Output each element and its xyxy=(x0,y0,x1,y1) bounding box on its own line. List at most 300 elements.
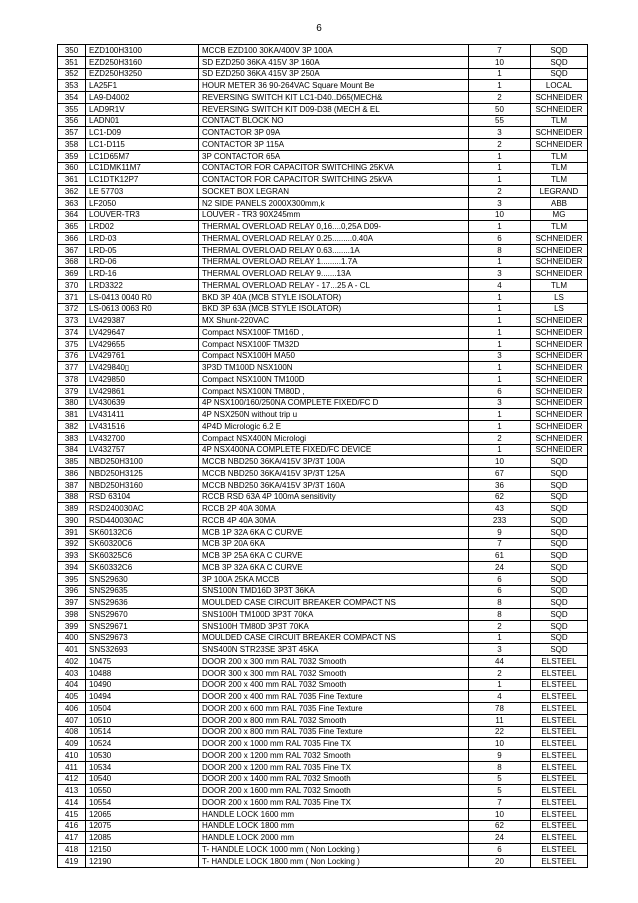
brand-cell: SQD xyxy=(531,56,588,68)
description-cell: Compact NSX100N TM100D xyxy=(199,374,469,386)
quantity-cell: 67 xyxy=(469,468,531,480)
brand-cell: SCHNEIDER xyxy=(531,327,588,339)
description-cell: DOOR 200 x 300 mm RAL 7032 Smooth xyxy=(199,656,469,668)
table-row xyxy=(58,150,588,162)
table-row xyxy=(58,374,588,386)
description-cell: MCCB EZD100 30KA/400V 3P 100A xyxy=(199,45,469,57)
table-row xyxy=(58,385,588,397)
quantity-cell: 3 xyxy=(469,397,531,409)
table-row xyxy=(58,68,588,80)
inventory-table xyxy=(57,44,588,868)
row-number-cell: 394 xyxy=(58,562,86,574)
table-row xyxy=(58,479,588,491)
description-cell: SD EZD250 36KA 415V 3P 250A xyxy=(199,68,469,80)
brand-cell: SCHNEIDER xyxy=(531,244,588,256)
row-number-cell: 411 xyxy=(58,761,86,773)
row-number-cell: 400 xyxy=(58,632,86,644)
quantity-cell: 233 xyxy=(469,515,531,527)
item-code-cell: LC1DTK12P7 xyxy=(86,174,199,186)
table-row xyxy=(58,186,588,198)
row-number-cell: 359 xyxy=(58,150,86,162)
row-number-cell: 377 xyxy=(58,362,86,374)
row-number-cell: 353 xyxy=(58,80,86,92)
item-code-cell: LRD02 xyxy=(86,221,199,233)
row-number-cell: 360 xyxy=(58,162,86,174)
quantity-cell: 55 xyxy=(469,115,531,127)
description-cell: Compact NSX100H MA50 xyxy=(199,350,469,362)
quantity-cell: 1 xyxy=(469,338,531,350)
table-row xyxy=(58,773,588,785)
brand-cell: ELSTEEL xyxy=(531,714,588,726)
item-code-cell: 10494 xyxy=(86,691,199,703)
item-code-cell: SNS29670 xyxy=(86,609,199,621)
brand-cell: ELSTEEL xyxy=(531,691,588,703)
description-cell: MOULDED CASE CIRCUIT BREAKER COMPACT NS xyxy=(199,632,469,644)
item-code-cell: EZD250H3160 xyxy=(86,56,199,68)
table-row xyxy=(58,221,588,233)
brand-cell: SCHNEIDER xyxy=(531,409,588,421)
item-code-cell: LV431411 xyxy=(86,409,199,421)
row-number-cell: 356 xyxy=(58,115,86,127)
table-row xyxy=(58,327,588,339)
row-number-cell: 409 xyxy=(58,738,86,750)
brand-cell: SQD xyxy=(531,573,588,585)
item-code-cell: LV431516 xyxy=(86,421,199,433)
description-cell: MCB 3P 20A 6KA xyxy=(199,538,469,550)
table-row xyxy=(58,538,588,550)
description-cell: SNS100N TMD16D 3P3T 36KA xyxy=(199,585,469,597)
item-code-cell: LRD-16 xyxy=(86,268,199,280)
quantity-cell: 10 xyxy=(469,808,531,820)
description-cell: 4P NSX250N without trip u xyxy=(199,409,469,421)
quantity-cell: 1 xyxy=(469,256,531,268)
item-code-cell: LAD9R1V xyxy=(86,103,199,115)
description-cell: DOOR 200 x 1400 mm RAL 7032 Smooth xyxy=(199,773,469,785)
item-code-cell: NBD250H3160 xyxy=(86,479,199,491)
quantity-cell: 24 xyxy=(469,562,531,574)
table-row xyxy=(58,92,588,104)
row-number-cell: 389 xyxy=(58,503,86,515)
row-number-cell: 385 xyxy=(58,456,86,468)
brand-cell: SQD xyxy=(531,491,588,503)
table-row xyxy=(58,609,588,621)
row-number-cell: 408 xyxy=(58,726,86,738)
item-code-cell: 10534 xyxy=(86,761,199,773)
table-row xyxy=(58,820,588,832)
quantity-cell: 10 xyxy=(469,56,531,68)
quantity-cell: 9 xyxy=(469,750,531,762)
item-code-cell: LS-0613 0063 R0 xyxy=(86,303,199,315)
brand-cell: SCHNEIDER xyxy=(531,92,588,104)
description-cell: RCCB 2P 40A 30MA xyxy=(199,503,469,515)
table-row xyxy=(58,244,588,256)
quantity-cell: 2 xyxy=(469,432,531,444)
row-number-cell: 381 xyxy=(58,409,86,421)
description-cell: SOCKET BOX LEGRAN xyxy=(199,186,469,198)
description-cell: RCCB 4P 40A 30MA xyxy=(199,515,469,527)
row-number-cell: 364 xyxy=(58,209,86,221)
row-number-cell: 376 xyxy=(58,350,86,362)
row-number-cell: 416 xyxy=(58,820,86,832)
description-cell: SD EZD250 36KA 415V 3P 160A xyxy=(199,56,469,68)
quantity-cell: 5 xyxy=(469,785,531,797)
description-cell: BKD 3P 63A (MCB STYLE ISOLATOR) xyxy=(199,303,469,315)
table-row xyxy=(58,362,588,374)
row-number-cell: 369 xyxy=(58,268,86,280)
brand-cell: SQD xyxy=(531,632,588,644)
description-cell: 4P NSX100/160/250NA COMPLETE FIXED/FC D xyxy=(199,397,469,409)
table-row xyxy=(58,726,588,738)
brand-cell: SCHNEIDER xyxy=(531,362,588,374)
row-number-cell: 397 xyxy=(58,597,86,609)
item-code-cell: 10475 xyxy=(86,656,199,668)
description-cell: DOOR 300 x 300 mm RAL 7032 Smooth xyxy=(199,667,469,679)
description-cell: THERMAL OVERLOAD RELAY 1.........1.7A xyxy=(199,256,469,268)
description-cell: MX Shunt-220VAC xyxy=(199,315,469,327)
item-code-cell: LV429647 xyxy=(86,327,199,339)
item-code-cell: RSD 63104 xyxy=(86,491,199,503)
row-number-cell: 392 xyxy=(58,538,86,550)
table-row xyxy=(58,139,588,151)
table-row xyxy=(58,256,588,268)
item-code-cell: 12065 xyxy=(86,808,199,820)
quantity-cell: 1 xyxy=(469,291,531,303)
row-number-cell: 361 xyxy=(58,174,86,186)
item-code-cell: LC1D65M7 xyxy=(86,150,199,162)
quantity-cell: 1 xyxy=(469,362,531,374)
row-number-cell: 390 xyxy=(58,515,86,527)
row-number-cell: 404 xyxy=(58,679,86,691)
brand-cell: SCHNEIDER xyxy=(531,139,588,151)
table-row xyxy=(58,338,588,350)
brand-cell: ELSTEEL xyxy=(531,773,588,785)
brand-cell: TLM xyxy=(531,115,588,127)
brand-cell: ELSTEEL xyxy=(531,797,588,809)
description-cell: DOOR 200 x 1000 mm RAL 7035 Fine TX xyxy=(199,738,469,750)
item-code-cell: SNS29635 xyxy=(86,585,199,597)
item-code-cell: SK60325C6 xyxy=(86,550,199,562)
table-row xyxy=(58,468,588,480)
brand-cell: ELSTEEL xyxy=(531,808,588,820)
quantity-cell: 10 xyxy=(469,738,531,750)
row-number-cell: 375 xyxy=(58,338,86,350)
description-cell: RCCB RSD 63A 4P 100mA sensitivity xyxy=(199,491,469,503)
brand-cell: SQD xyxy=(531,68,588,80)
table-row xyxy=(58,291,588,303)
description-cell: THERMAL OVERLOAD RELAY 9.......13A xyxy=(199,268,469,280)
item-code-cell: 10540 xyxy=(86,773,199,785)
table-row xyxy=(58,597,588,609)
description-cell: T- HANDLE LOCK 1800 mm ( Non Locking ) xyxy=(199,855,469,867)
row-number-cell: 399 xyxy=(58,620,86,632)
quantity-cell: 6 xyxy=(469,385,531,397)
table-row xyxy=(58,703,588,715)
item-code-cell: LRD-05 xyxy=(86,244,199,256)
description-cell: CONTACT BLOCK NO xyxy=(199,115,469,127)
table-row xyxy=(58,421,588,433)
row-number-cell: 368 xyxy=(58,256,86,268)
quantity-cell: 1 xyxy=(469,162,531,174)
quantity-cell: 2 xyxy=(469,186,531,198)
row-number-cell: 406 xyxy=(58,703,86,715)
table-row xyxy=(58,456,588,468)
brand-cell: ELSTEEL xyxy=(531,750,588,762)
description-cell: THERMAL OVERLOAD RELAY 0,16....0,25A D09- xyxy=(199,221,469,233)
brand-cell: SCHNEIDER xyxy=(531,397,588,409)
brand-cell: TLM xyxy=(531,150,588,162)
quantity-cell: 1 xyxy=(469,150,531,162)
row-number-cell: 410 xyxy=(58,750,86,762)
row-number-cell: 382 xyxy=(58,421,86,433)
table-row xyxy=(58,303,588,315)
description-cell: Compact NSX100F TM32D xyxy=(199,338,469,350)
brand-cell: ELSTEEL xyxy=(531,726,588,738)
brand-cell: ELSTEEL xyxy=(531,703,588,715)
item-code-cell: 10524 xyxy=(86,738,199,750)
brand-cell: ELSTEEL xyxy=(531,679,588,691)
brand-cell: MG xyxy=(531,209,588,221)
item-code-cell: 10488 xyxy=(86,667,199,679)
quantity-cell: 3 xyxy=(469,268,531,280)
quantity-cell: 6 xyxy=(469,233,531,245)
table-row xyxy=(58,115,588,127)
item-code-cell: LC1DMK11M7 xyxy=(86,162,199,174)
item-code-cell: LF2050 xyxy=(86,197,199,209)
quantity-cell: 62 xyxy=(469,491,531,503)
description-cell: MCCB NBD250 36KA/415V 3P/3T 160A xyxy=(199,479,469,491)
description-cell: DOOR 200 x 1200 mm RAL 7035 Fine TX xyxy=(199,761,469,773)
quantity-cell: 8 xyxy=(469,609,531,621)
item-code-cell: LADN01 xyxy=(86,115,199,127)
brand-cell: LS xyxy=(531,303,588,315)
item-code-cell: LRD3322 xyxy=(86,280,199,292)
quantity-cell: 8 xyxy=(469,597,531,609)
table-row xyxy=(58,750,588,762)
row-number-cell: 401 xyxy=(58,644,86,656)
item-code-cell: LA9-D4002 xyxy=(86,92,199,104)
table-row xyxy=(58,785,588,797)
quantity-cell: 6 xyxy=(469,573,531,585)
brand-cell: SQD xyxy=(531,597,588,609)
description-cell: HANDLE LOCK 1800 mm xyxy=(199,820,469,832)
quantity-cell: 1 xyxy=(469,174,531,186)
quantity-cell: 2 xyxy=(469,667,531,679)
brand-cell: SQD xyxy=(531,456,588,468)
brand-cell: SCHNEIDER xyxy=(531,432,588,444)
table-row xyxy=(58,515,588,527)
brand-cell: SQD xyxy=(531,468,588,480)
brand-cell: ELSTEEL xyxy=(531,844,588,856)
description-cell: BKD 3P 40A (MCB STYLE ISOLATOR) xyxy=(199,291,469,303)
description-cell: HOUR METER 36 90-264VAC Square Mount Be xyxy=(199,80,469,92)
row-number-cell: 402 xyxy=(58,656,86,668)
brand-cell: SCHNEIDER xyxy=(531,444,588,456)
brand-cell: LOCAL xyxy=(531,80,588,92)
row-number-cell: 351 xyxy=(58,56,86,68)
table-row xyxy=(58,679,588,691)
brand-cell: SQD xyxy=(531,562,588,574)
quantity-cell: 3 xyxy=(469,350,531,362)
table-row xyxy=(58,350,588,362)
item-code-cell: SK60132C6 xyxy=(86,526,199,538)
item-code-cell: LE 57703 xyxy=(86,186,199,198)
row-number-cell: 384 xyxy=(58,444,86,456)
table-row xyxy=(58,491,588,503)
quantity-cell: 3 xyxy=(469,127,531,139)
item-code-cell: 12075 xyxy=(86,820,199,832)
item-code-cell: LV429850 xyxy=(86,374,199,386)
item-code-cell: 10504 xyxy=(86,703,199,715)
row-number-cell: 366 xyxy=(58,233,86,245)
brand-cell: SCHNEIDER xyxy=(531,421,588,433)
quantity-cell: 1 xyxy=(469,409,531,421)
row-number-cell: 362 xyxy=(58,186,86,198)
table-row xyxy=(58,620,588,632)
brand-cell: TLM xyxy=(531,174,588,186)
quantity-cell: 7 xyxy=(469,797,531,809)
item-code-cell: 10550 xyxy=(86,785,199,797)
row-number-cell: 419 xyxy=(58,855,86,867)
table-row xyxy=(58,797,588,809)
quantity-cell: 8 xyxy=(469,761,531,773)
item-code-cell: SK60320C6 xyxy=(86,538,199,550)
quantity-cell: 1 xyxy=(469,421,531,433)
brand-cell: LEGRAND xyxy=(531,186,588,198)
item-code-cell: RSD440030AC xyxy=(86,515,199,527)
row-number-cell: 379 xyxy=(58,385,86,397)
quantity-cell: 1 xyxy=(469,315,531,327)
table-row xyxy=(58,667,588,679)
quantity-cell: 22 xyxy=(469,726,531,738)
description-cell: SNS100H TM100D 3P3T 70KA xyxy=(199,609,469,621)
row-number-cell: 363 xyxy=(58,197,86,209)
description-cell: DOOR 200 x 1200 mm RAL 7032 Smooth xyxy=(199,750,469,762)
row-number-cell: 371 xyxy=(58,291,86,303)
table-row xyxy=(58,714,588,726)
row-number-cell: 354 xyxy=(58,92,86,104)
description-cell: MCB 3P 32A 6KA C CURVE xyxy=(199,562,469,574)
quantity-cell: 2 xyxy=(469,92,531,104)
description-cell: DOOR 200 x 1600 mm RAL 7032 Smooth xyxy=(199,785,469,797)
description-cell: MCB 1P 32A 6KA C CURVE xyxy=(199,526,469,538)
row-number-cell: 391 xyxy=(58,526,86,538)
brand-cell: SCHNEIDER xyxy=(531,233,588,245)
row-number-cell: 387 xyxy=(58,479,86,491)
quantity-cell: 62 xyxy=(469,820,531,832)
table-row xyxy=(58,268,588,280)
table-row xyxy=(58,444,588,456)
quantity-cell: 4 xyxy=(469,280,531,292)
brand-cell: TLM xyxy=(531,280,588,292)
quantity-cell: 1 xyxy=(469,327,531,339)
item-code-cell: SNS29630 xyxy=(86,573,199,585)
item-code-cell: LA25F1 xyxy=(86,80,199,92)
item-code-cell: LV429761 xyxy=(86,350,199,362)
table-row xyxy=(58,209,588,221)
row-number-cell: 365 xyxy=(58,221,86,233)
brand-cell: LS xyxy=(531,291,588,303)
table-row xyxy=(58,550,588,562)
row-number-cell: 378 xyxy=(58,374,86,386)
quantity-cell: 10 xyxy=(469,209,531,221)
item-code-cell: EZD250H3250 xyxy=(86,68,199,80)
quantity-cell: 1 xyxy=(469,679,531,691)
brand-cell: SQD xyxy=(531,609,588,621)
row-number-cell: 357 xyxy=(58,127,86,139)
quantity-cell: 4 xyxy=(469,691,531,703)
item-code-cell: 10514 xyxy=(86,726,199,738)
brand-cell: SQD xyxy=(531,503,588,515)
table-row xyxy=(58,103,588,115)
table-row xyxy=(58,397,588,409)
brand-cell: SCHNEIDER xyxy=(531,315,588,327)
row-number-cell: 367 xyxy=(58,244,86,256)
item-code-cell: LS-0413 0040 R0 xyxy=(86,291,199,303)
row-number-cell: 372 xyxy=(58,303,86,315)
row-number-cell: 358 xyxy=(58,139,86,151)
row-number-cell: 355 xyxy=(58,103,86,115)
brand-cell: TLM xyxy=(531,221,588,233)
table-row xyxy=(58,315,588,327)
table-row xyxy=(58,56,588,68)
brand-cell: SQD xyxy=(531,538,588,550)
description-cell: DOOR 200 x 800 mm RAL 7035 Fine Texture xyxy=(199,726,469,738)
quantity-cell: 1 xyxy=(469,303,531,315)
quantity-cell: 6 xyxy=(469,585,531,597)
brand-cell: ELSTEEL xyxy=(531,832,588,844)
brand-cell: SQD xyxy=(531,585,588,597)
table-row xyxy=(58,162,588,174)
brand-cell: SCHNEIDER xyxy=(531,256,588,268)
row-number-cell: 414 xyxy=(58,797,86,809)
table-row xyxy=(58,761,588,773)
description-cell: LOUVER - TR3 90X245mm xyxy=(199,209,469,221)
quantity-cell: 24 xyxy=(469,832,531,844)
description-cell: REVERSING SWITCH KIT LC1-D40..D65(MECH& xyxy=(199,92,469,104)
table-row xyxy=(58,585,588,597)
item-code-cell: 12085 xyxy=(86,832,199,844)
brand-cell: ELSTEEL xyxy=(531,667,588,679)
table-row xyxy=(58,808,588,820)
item-code-cell: 12150 xyxy=(86,844,199,856)
description-cell: MCCB NBD250 36KA/415V 3P/3T 100A xyxy=(199,456,469,468)
row-number-cell: 370 xyxy=(58,280,86,292)
row-number-cell: 350 xyxy=(58,45,86,57)
description-cell: DOOR 200 x 400 mm RAL 7035 Fine Texture xyxy=(199,691,469,703)
quantity-cell: 1 xyxy=(469,374,531,386)
row-number-cell: 403 xyxy=(58,667,86,679)
item-code-cell: LC1-D115 xyxy=(86,139,199,151)
brand-cell: SQD xyxy=(531,526,588,538)
brand-cell: SQD xyxy=(531,479,588,491)
description-cell: DOOR 200 x 600 mm RAL 7035 Fine Texture xyxy=(199,703,469,715)
quantity-cell: 1 xyxy=(469,68,531,80)
quantity-cell: 50 xyxy=(469,103,531,115)
row-number-cell: 386 xyxy=(58,468,86,480)
row-number-cell: 395 xyxy=(58,573,86,585)
description-cell: MCCB NBD250 36KA/415V 3P/3T 125A xyxy=(199,468,469,480)
item-code-cell: 10554 xyxy=(86,797,199,809)
row-number-cell: 418 xyxy=(58,844,86,856)
row-number-cell: 405 xyxy=(58,691,86,703)
row-number-cell: 407 xyxy=(58,714,86,726)
item-code-cell: RSD240030AC xyxy=(86,503,199,515)
row-number-cell: 374 xyxy=(58,327,86,339)
description-cell: 3P3D TM100D NSX100N xyxy=(199,362,469,374)
table-row xyxy=(58,280,588,292)
row-number-cell: 352 xyxy=(58,68,86,80)
row-number-cell: 383 xyxy=(58,432,86,444)
